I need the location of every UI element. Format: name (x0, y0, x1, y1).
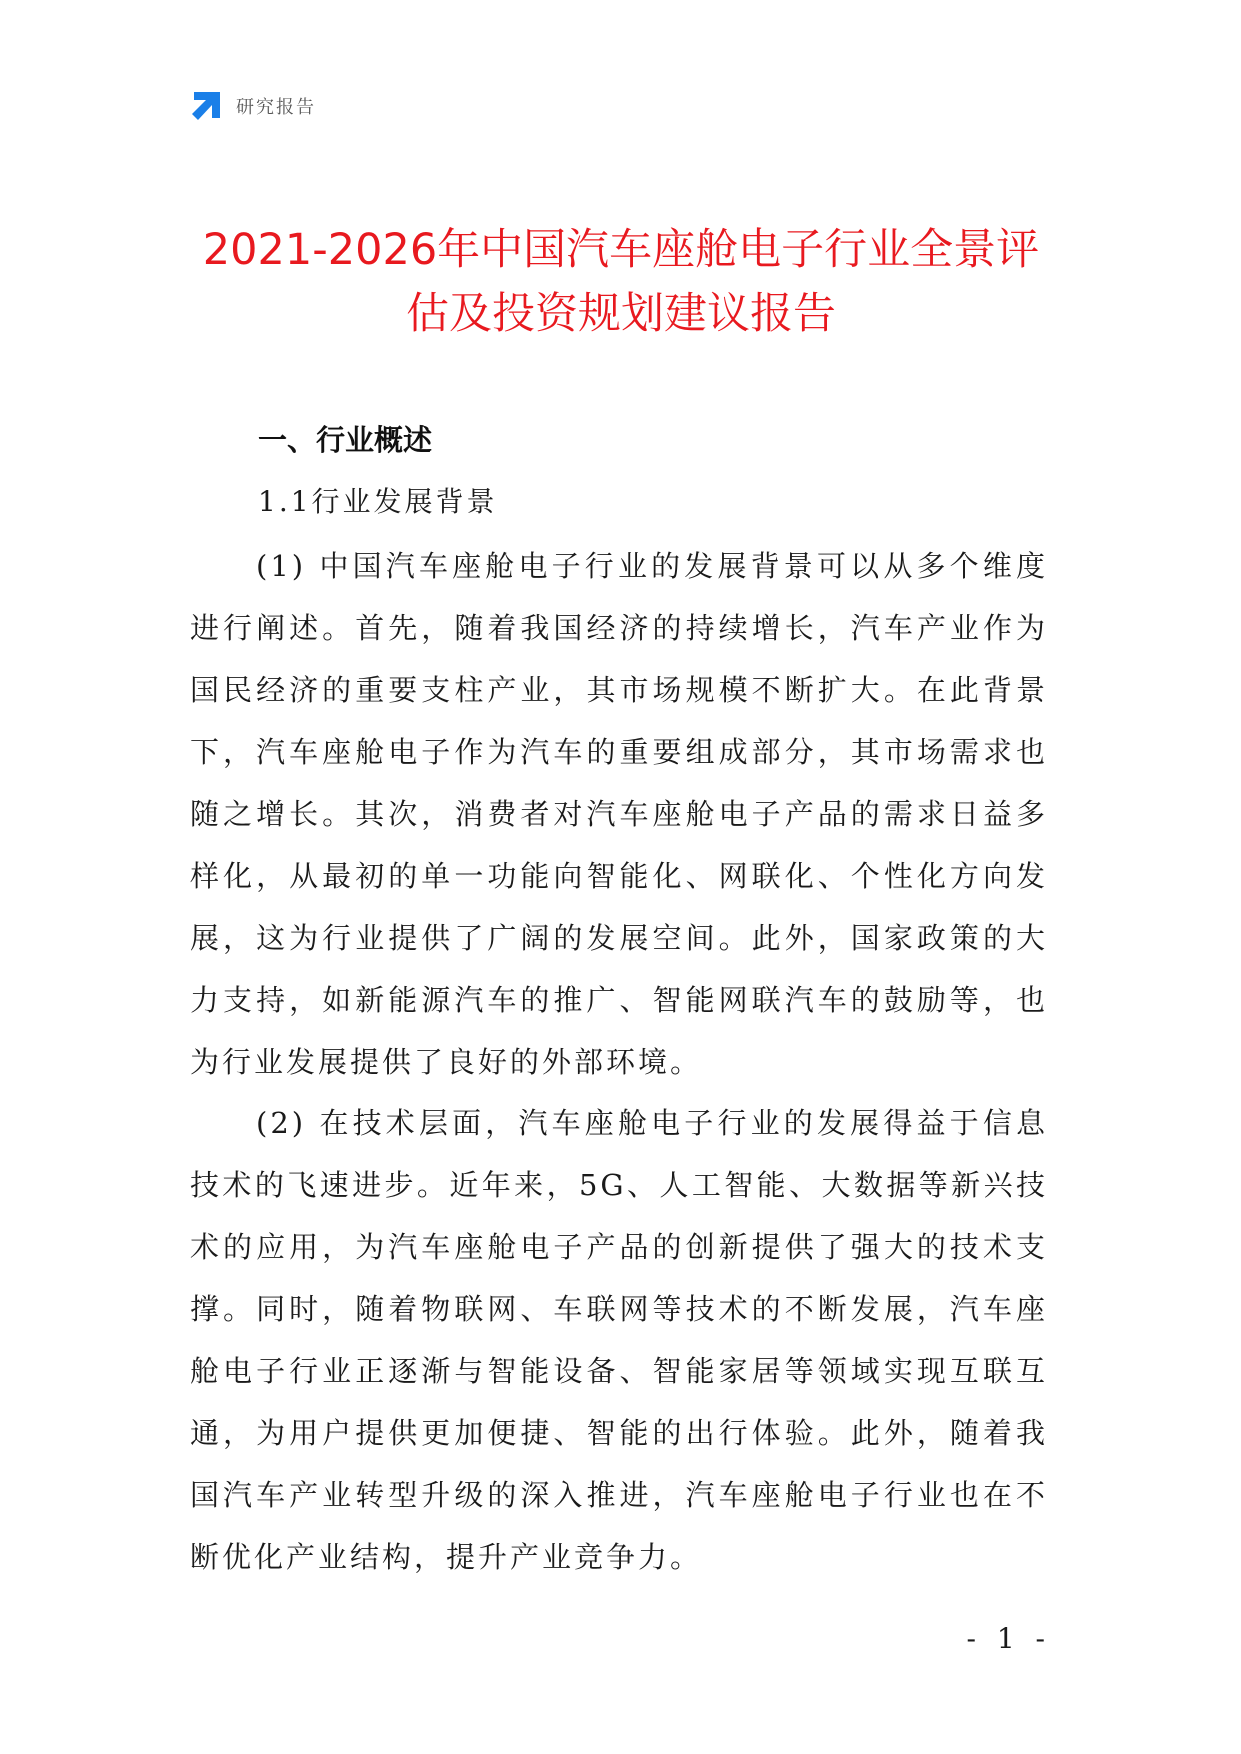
page-number: - 1 - (966, 1622, 1051, 1655)
subsection-heading: 1.1行业发展背景 (258, 485, 498, 518)
report-header (190, 88, 316, 124)
document-title: 2021-2026年中国汽车座舱电子行业全景评估及投资规划建议报告 (202, 225, 1040, 339)
section-heading: 一、行业概述 (258, 423, 433, 457)
body-paragraph: (2) 在技术层面，汽车座舱电子行业的发展得益于信息技术的飞速进步。近年来，5G、人工智能、大数据等新兴技术的应用，为汽车座舱电子产品的创新提供了强大的技术支撑。同时，随着物联网、车联网等技术的不断发展，汽车座舱电子行业正逐渐与智能设备、智能家居等领域实现互联互通，为用户提供更加便捷、智能的出行体验。此外，随着我国汽车产业转型升级的深入推进，汽车座舱电子行业也在不断优化产业结构，提升产业竞争力。 (190, 1106, 1048, 1574)
arrow-up-right-icon (190, 90, 222, 122)
body-paragraph: (1) 中国汽车座舱电子行业的发展背景可以从多个维度进行阐述。首先，随着我国经济的持续增长，汽车产业作为国民经济的重要支柱产业，其市场规模不断扩大。在此背景下，汽车座舱电子作为汽车的重要组成部分，其市场需求也随之增长。其次，消费者对汽车座舱电子产品的需求日益多样化，从最初的单一功能向智能化、网联化、个性化方向发展，这为行业提供了广阔的发展空间。此外，国家政策的大力支持，如新能源汽车的推广、智能网联汽车的鼓励等，也为行业发展提供了良好的外部环境。 (190, 549, 1048, 1079)
header-label: 研究报告 (236, 97, 316, 118)
